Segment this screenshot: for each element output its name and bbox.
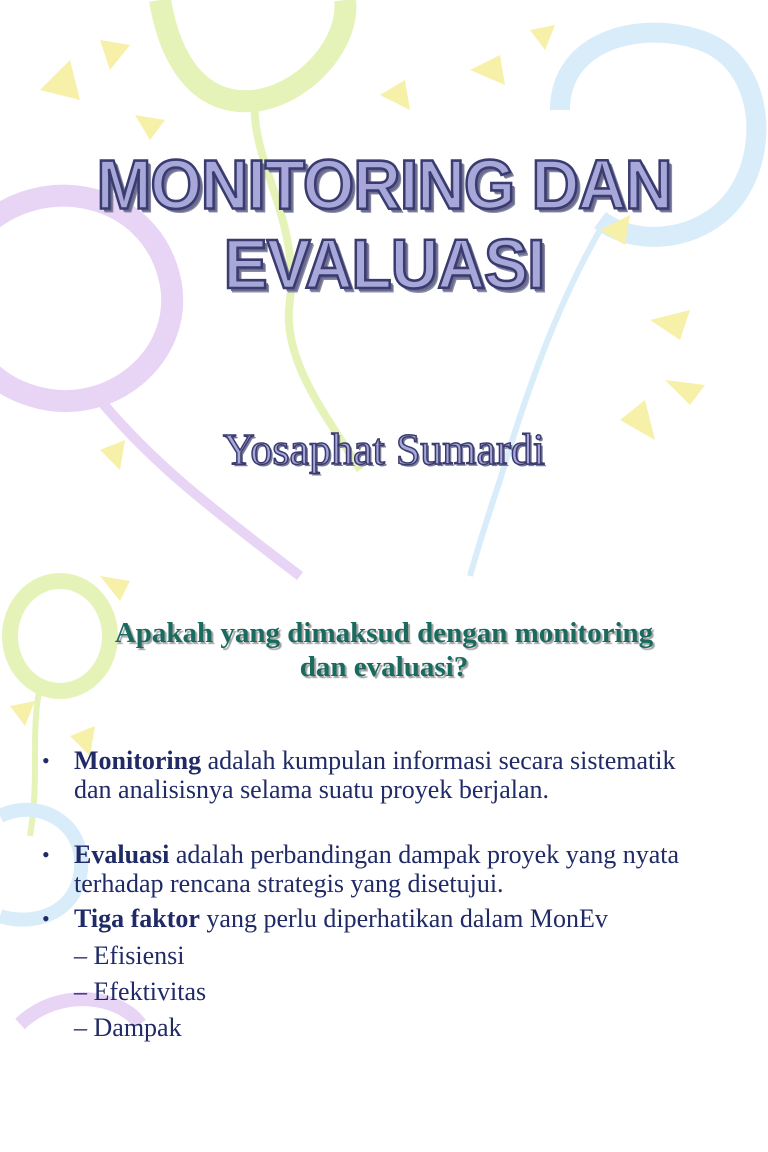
slide-title: MONITORING DAN EVALUASI — [96, 145, 672, 303]
content-slide — [0, 576, 768, 1042]
bullet-evaluasi — [42, 840, 714, 898]
slide-heading — [40, 616, 728, 684]
heading-line-2: dan evaluasi? — [299, 651, 469, 683]
author-name: Yosaphat Sumardi — [223, 425, 545, 474]
bullet-term: Evaluasi — [74, 840, 170, 869]
bullet-text: adalah perbandingan dampak proyek yang nyata terhadap rencana strategis yang disetujui. — [74, 840, 680, 898]
sub-item-dampak: – Dampak — [74, 1013, 182, 1042]
heading-line-1: Apakah yang dimaksud dengan monitoring — [114, 617, 654, 649]
bullet-text: yang perlu diperhatikan dalam MonEv — [199, 904, 608, 933]
sub-item-efektivitas: – Efektivitas — [74, 977, 207, 1006]
bullet-dot: • — [42, 842, 50, 867]
bullet-term: Monitoring — [74, 746, 202, 775]
bullet-term: Tiga faktor — [74, 904, 200, 933]
bullet-monitoring — [42, 746, 714, 804]
bullet-dot: • — [42, 906, 50, 931]
bullet-dot: • — [42, 748, 50, 773]
bullet-text: adalah kumpulan informasi secara sistematik dan analisisnya selama suatu proyek berjalan. — [74, 746, 676, 804]
sub-item-efisiensi: – Efisiensi — [74, 941, 185, 970]
bullet-tiga-faktor — [42, 904, 714, 933]
